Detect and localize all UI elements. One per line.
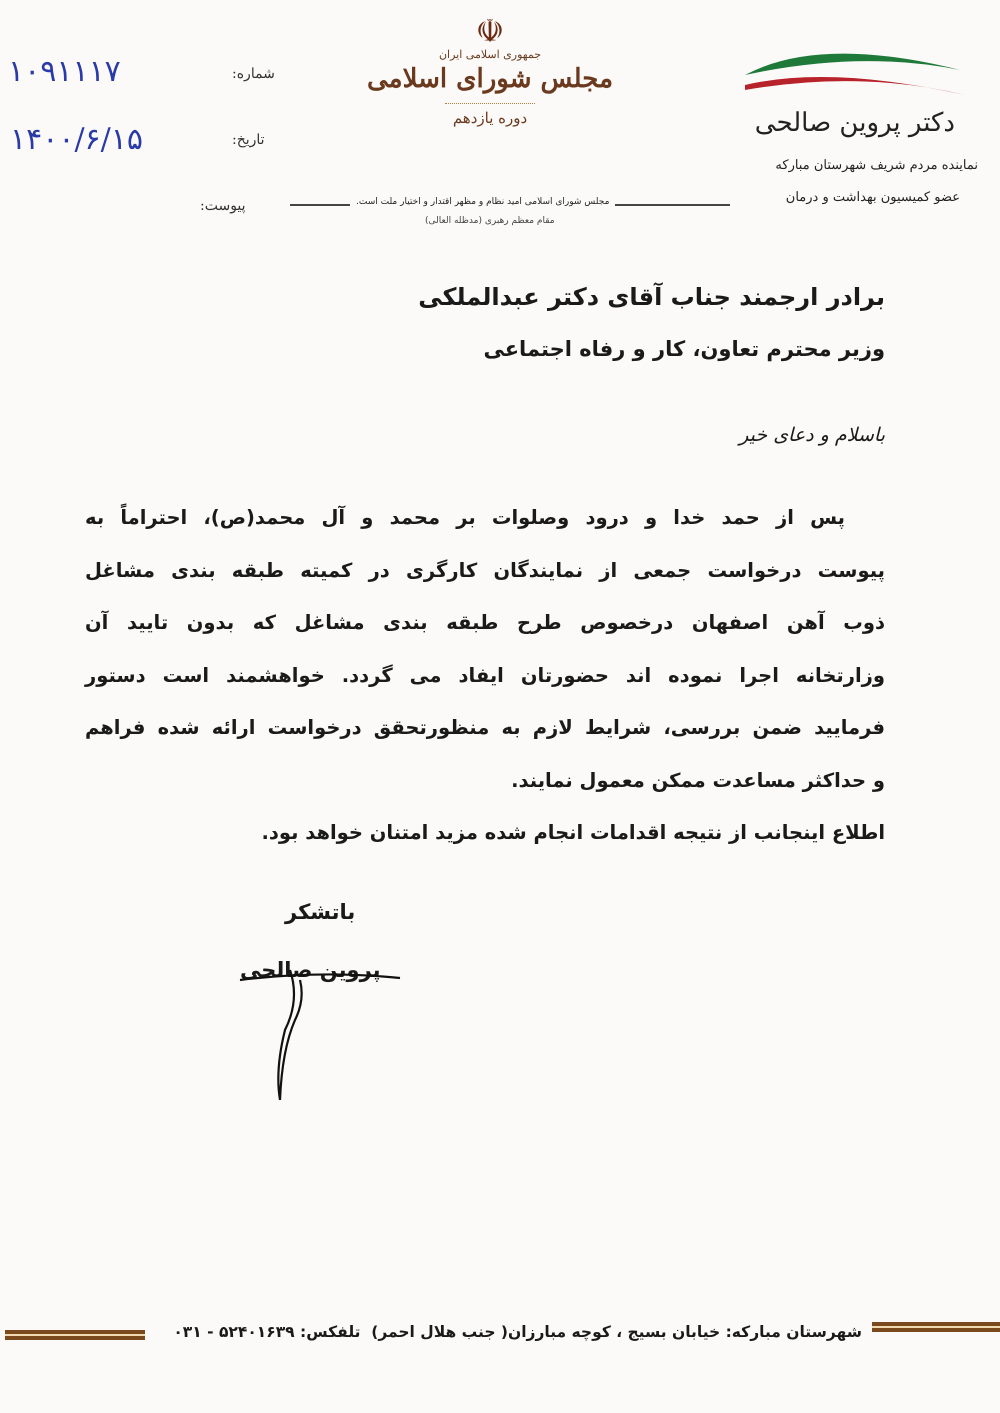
representative-committee: عضو کمیسیون بهداشت و درمان	[785, 190, 960, 205]
closing-thanks: باتشکر	[285, 900, 356, 924]
recipient-name: برادر ارجمند جناب آقای دکتر عبدالملکی	[418, 283, 885, 311]
signer-name: پروین صالحی	[240, 958, 381, 982]
parliament-logo	[365, 14, 615, 128]
body-line: فرمایید ضمن بررسی، شرایط لازم به منظورتحقق درخواست ارائه شده فراهم	[85, 716, 885, 739]
letter-number-label: شماره:	[232, 66, 275, 82]
body-line: وزارتخانه اجرا نموده اند حضورتان ایفاد می گردد. خواهشمند است دستور	[85, 663, 885, 687]
footer-address: شهرستان مبارکه: خیابان بسیج ، کوچه مبارزان( جنب هلال احمر) تلفکس: ۵۲۴۰۱۶۳۹ - ۰۳۱	[173, 1323, 862, 1341]
representative-role: نماینده مردم شریف شهرستان مبارکه	[775, 158, 978, 173]
flag-ribbon-icon	[740, 40, 970, 100]
letter-body	[85, 492, 885, 860]
country-name: جمهوری اسلامی ایران	[438, 48, 542, 61]
letter-date-label: تاریخ:	[232, 132, 265, 148]
parliament-name: مجلس شورای اسلامی	[366, 64, 614, 94]
recipient-title: وزیر محترم تعاون، کار و رفاه اجتماعی	[483, 337, 885, 361]
parliament-slogan: مجلس شورای اسلامی امید نظام و مظهر اقتدار و اختیار ملت است.	[350, 197, 615, 207]
footer-bar-right	[872, 1322, 1000, 1336]
footer-bar-left	[5, 1330, 145, 1344]
letter-number-value: ۱۰۹۱۱۱۷	[8, 54, 121, 89]
body-line: ذوب آهن اصفهان درخصوص طرح طبقه بندی مشاغل که بدون تایید آن	[85, 611, 885, 634]
signature	[230, 940, 410, 1110]
representative-name: دکتر پروین صالحی	[754, 108, 955, 138]
letter-date-value: ۱۴۰۰/۶/۱۵	[10, 122, 144, 157]
body-line: اطلاع اینجانب از نتیجه اقدامات انجام شده مزید امتنان خواهد بود.	[261, 821, 885, 844]
attachment-label: پیوست:	[200, 198, 246, 214]
body-line: و حداکثر مساعدت ممکن معمول نمایند.	[511, 768, 885, 792]
body-line: پس از حمد خدا و درود وصلوات بر محمد و آل محمد(ص)، احتراماً به	[85, 506, 845, 529]
emblem-icon: ☫	[475, 12, 505, 50]
body-line: پیوست درخواست جمعی از نمایندگان کارگری در کمیته طبقه بندی مشاغل	[85, 558, 885, 582]
slogan-source: مقام معظم رهبری (مدظله العالی)	[425, 216, 555, 226]
parliament-term: دوره یازدهم	[452, 109, 528, 127]
greeting: باسلام و دعای خیر	[739, 424, 885, 446]
